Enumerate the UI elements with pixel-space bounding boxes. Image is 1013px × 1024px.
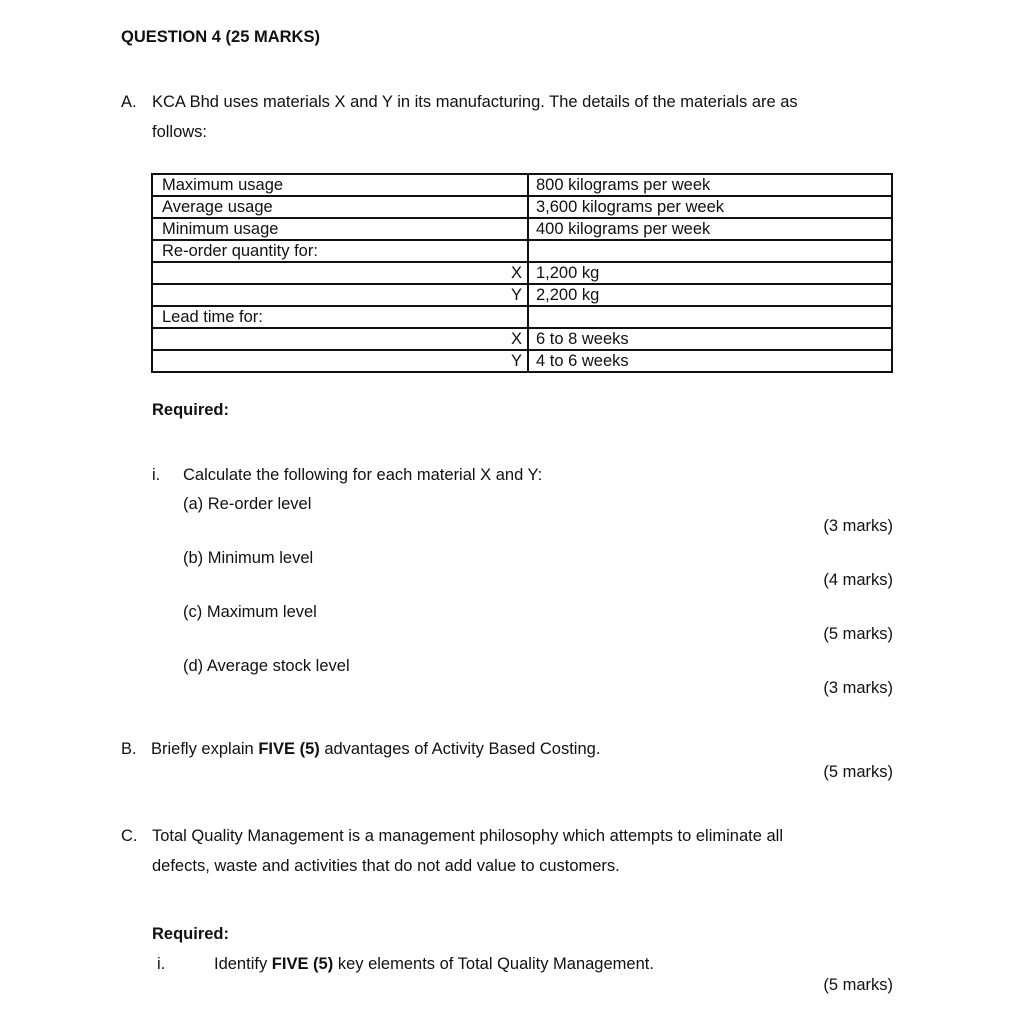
table-row (152, 218, 892, 240)
value-cell: 2,200 kg (528, 284, 892, 306)
part-c-line2: defects, waste and activities that do not add value to customers. (152, 857, 620, 875)
item-b-text: (b) Minimum level (183, 549, 314, 567)
value-cell (528, 306, 892, 328)
material-code-cell: X (152, 262, 528, 284)
table-row (152, 262, 892, 284)
item-b-marks: (4 marks) (823, 571, 893, 589)
table-row (152, 196, 892, 218)
value-cell: 800 kilograms per week (528, 174, 892, 196)
material-code-cell: Y (152, 284, 528, 306)
materials-table (151, 173, 893, 373)
part-c-q-i-text (214, 955, 654, 974)
value-cell: 4 to 6 weeks (528, 350, 892, 372)
value-cell: 400 kilograms per week (528, 218, 892, 240)
part-a-line1: KCA Bhd uses materials X and Y in its manufacturing. The details of the materials are as (152, 93, 798, 111)
table-row (152, 240, 892, 262)
materials-table-body (152, 174, 892, 372)
item-a-marks: (3 marks) (823, 517, 893, 535)
part-c-label: C. (121, 827, 138, 845)
part-b-question (151, 740, 600, 759)
part-a-label: A. (121, 93, 137, 111)
item-d-text: (d) Average stock level (183, 657, 350, 675)
material-code-cell: Y (152, 350, 528, 372)
table-row (152, 284, 892, 306)
part-c-q-i-pre: Identify (214, 955, 272, 973)
part-c-q-i-bold: FIVE (5) (271, 955, 334, 973)
value-cell (528, 240, 892, 262)
part-a-q-i-number: i. (152, 466, 161, 484)
question-title: QUESTION 4 (25 MARKS) (121, 28, 320, 46)
table-row (152, 174, 892, 196)
part-a-q-i-text: Calculate the following for each material X and Y: (183, 466, 543, 484)
parameter-label-cell: Re-order quantity for: (152, 240, 528, 262)
part-c-marks: (5 marks) (823, 976, 893, 994)
part-b-pre: Briefly explain (151, 740, 259, 758)
part-a-required: Required: (152, 401, 230, 419)
table-row (152, 350, 892, 372)
part-c-q-i-number: i. (157, 955, 166, 973)
part-c-line1: Total Quality Management is a management philosophy which attempts to eliminate all (152, 827, 783, 845)
part-a-line2: follows: (152, 123, 208, 141)
table-row (152, 328, 892, 350)
part-c-q-i-post: key elements of Total Quality Management. (333, 955, 654, 973)
part-b-post: advantages of Activity Based Costing. (319, 740, 601, 758)
table-row (152, 306, 892, 328)
part-b-marks: (5 marks) (823, 763, 893, 781)
parameter-label-cell: Average usage (152, 196, 528, 218)
parameter-label-cell: Maximum usage (152, 174, 528, 196)
value-cell: 6 to 8 weeks (528, 328, 892, 350)
parameter-label-cell: Lead time for: (152, 306, 528, 328)
part-b-label: B. (121, 740, 137, 758)
part-c-required: Required: (152, 925, 230, 943)
item-c-marks: (5 marks) (823, 625, 893, 643)
parameter-label-cell: Minimum usage (152, 218, 528, 240)
item-a-text: (a) Re-order level (183, 495, 312, 513)
value-cell: 3,600 kilograms per week (528, 196, 892, 218)
item-d-marks: (3 marks) (823, 679, 893, 697)
material-code-cell: X (152, 328, 528, 350)
part-b-bold: FIVE (5) (258, 740, 320, 758)
value-cell: 1,200 kg (528, 262, 892, 284)
item-c-text: (c) Maximum level (183, 603, 317, 621)
